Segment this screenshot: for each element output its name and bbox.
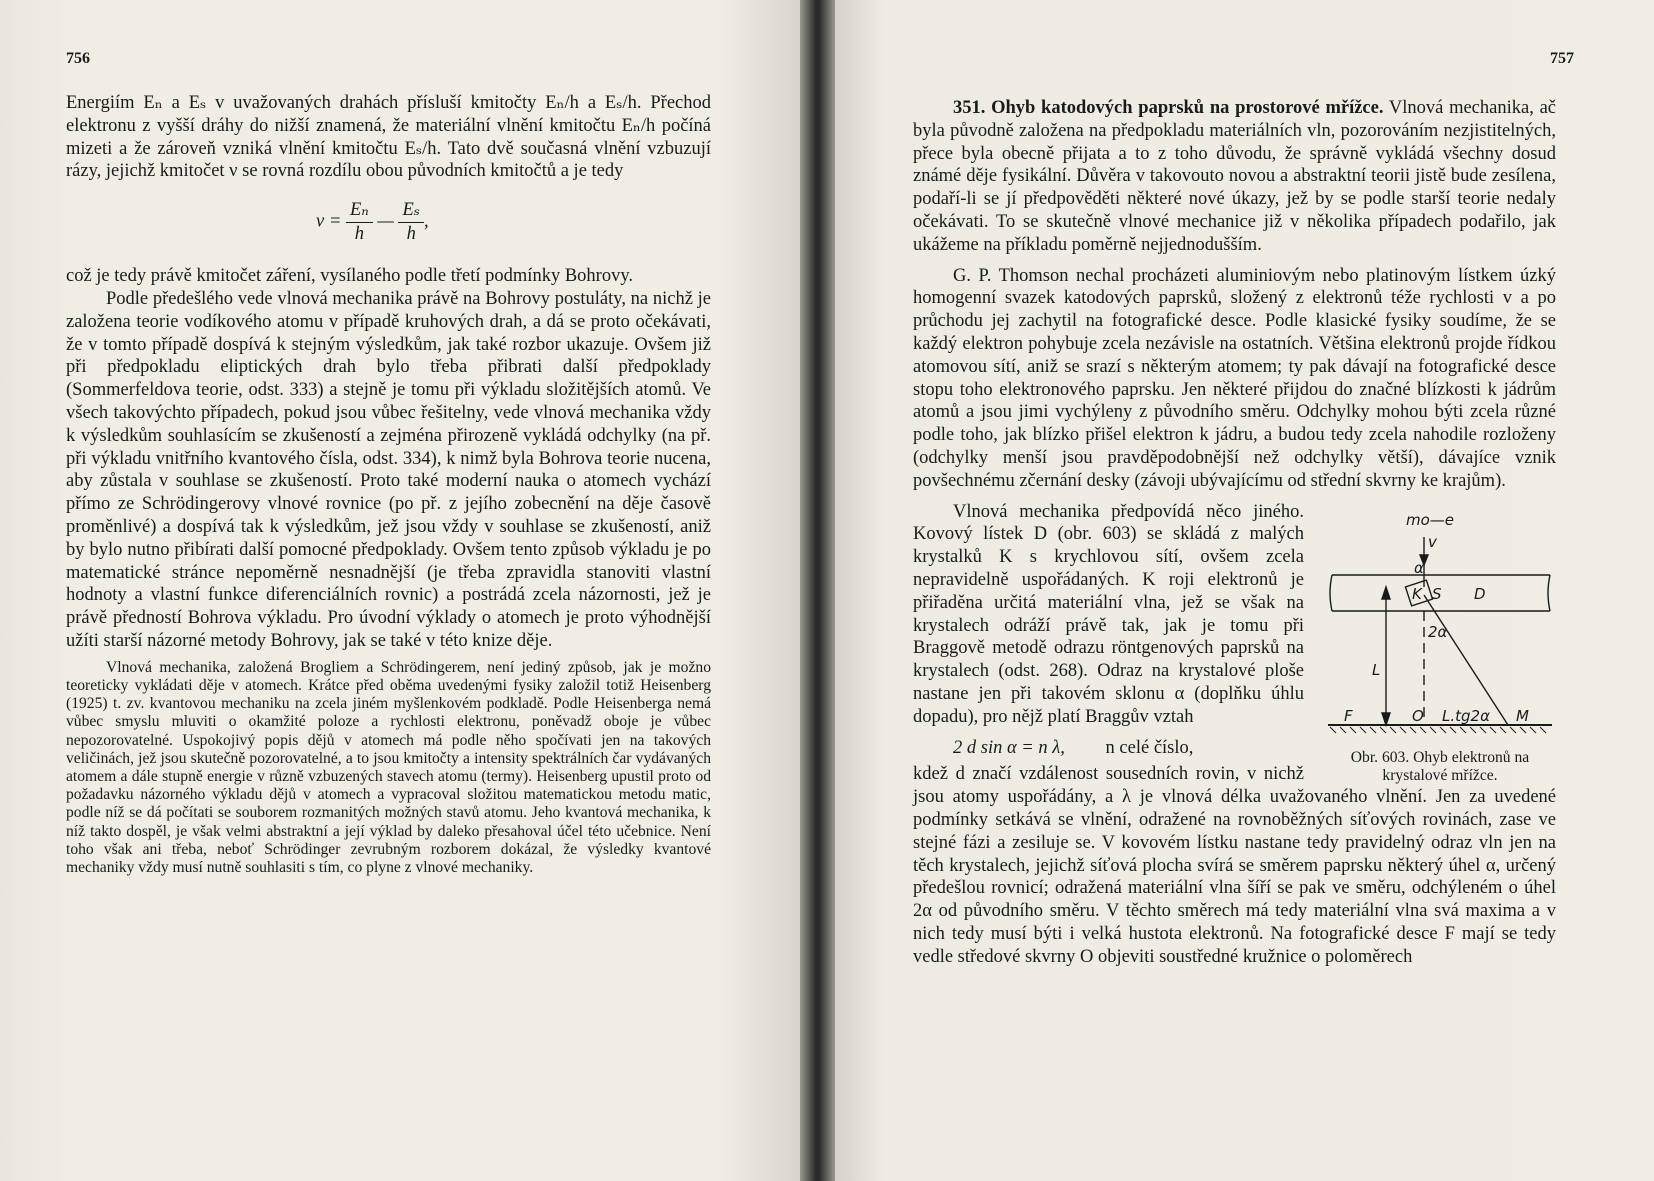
paragraph-bohr-condition: což je tedy právě kmitočet záření, vysílaného podle třetí podmínky Bohrovy. <box>66 266 633 287</box>
figure-603 <box>1324 507 1556 785</box>
L-arrow-up <box>1382 587 1390 599</box>
L-arrow-down <box>1382 713 1390 725</box>
label-S: S <box>1432 584 1442 603</box>
formula-frac2-num: Eₛ <box>398 199 424 223</box>
label-F: F <box>1344 706 1353 725</box>
formula-frac1-num: Eₙ <box>346 199 373 223</box>
deflected-beam <box>1424 595 1508 725</box>
diffraction-diagram <box>1324 507 1556 747</box>
label-O: O <box>1412 706 1424 725</box>
label-D: D <box>1474 584 1486 603</box>
foil-right-edge <box>1548 575 1550 611</box>
bragg-equation-formula: 2 d sin α = n λ, <box>953 737 1065 758</box>
page-number-left: 756 <box>66 50 90 67</box>
formula-frac1-den: h <box>354 223 364 244</box>
paragraph-interference: kdež d značí vzdálenost sousedních rovin, v nichž jsou atomy uspořádány, a λ je vlnová délka uvažovaného vlnění. Jen za uvedené podmínky setkává se vlnění, odražené na rovnoběžných síťových rovinách, zase ve stejné fázi a zesiluje se. V kovovém lístku nastane tedy pravidelný odraz vln jen na těch krystalech, jejichž síťová plocha svírá se směrem paprsku některý úhel α, určený předešlou rovnicí; odražená materiální vlna šíří se pak ve směru, odchýleném o úhel 2α od původního směru. V těchto směrech má tedy materiální vlna svá maxima a v nich tedy musí býti i velká hustota elektronů. Na fotografické desce F mají se tedy vedle středové skvrny O objeviti soustředné kružnice o poloměrech <box>913 764 1556 967</box>
section-title: 351. Ohyb katodových paprsků na prostorové mřížce. <box>953 98 1384 118</box>
paragraph-wave-mechanics: Podle předešlého vede vlnová mechanika právě na Bohrovy postuláty, na nichž je založena teorie vodíkového atomu v případě kruhových drah, a dá se proto očekávati, že v tomto případě dospívá k stejným výsledkům, jak také rozbor ukazuje. Ovšem již při předpokladu eliptických drah bylo třeba přibrati další předpoklady (Sommerfeldova teorie, odst. 333) a stejně je tomu při výkladu složitějších atomů. Ve všech takovýchto případech, pokud jsou vůbec řešitelny, vede vlnová mechanika vždy k výsledkům souhlasícím se zkušeností a zejména přirozeně vykládá odchylky (na př. při výkladu vnitřního kvantového čísla, odst. 334), k nimž byla Bohrova teorie nucena, aby zůstala v souhlase se zkušeností. Proto také moderní nauka o atomech vychází přímo ze Schrödingerovy vlnové rovnice (po př. z jejího zobecnění na děje časově proměnlivé) a dospívá tak k výsledkům, jež jsou vždy v souhlase se zkušeností, aniž by bylo nutno přibírati další pomocné předpoklady. Ovšem tento způsob výkladu je po matematické stránce nepoměrně nesnadnější (je třeba zpravidla stanoviti vlastní hodnoty a vlastní funkce diferenciálních rovnic) a postrádá zcela názornosti, jež je právě předností Bohrova výkladu. Pro úvodní výklady o atomech je proto výhodnější užíti starší názorné metody Bohrovy, jak se také v této knize děje. <box>66 288 711 651</box>
label-L: L <box>1372 660 1381 679</box>
formula-lhs: ν = <box>316 211 342 232</box>
label-Ltg2alpha: L.tg2α <box>1442 706 1490 725</box>
label-2alpha: 2α <box>1428 622 1448 641</box>
page-number-right: 757 <box>1550 50 1574 67</box>
label-beam: mo—e <box>1406 510 1455 529</box>
figure-wrap <box>913 501 1556 969</box>
right-page <box>835 0 1654 1181</box>
label-v: v <box>1428 532 1437 551</box>
left-page <box>0 0 800 1181</box>
formula-fraction-2 <box>398 199 424 246</box>
section-351 <box>913 97 1556 257</box>
right-page-text <box>913 97 1556 968</box>
paragraph-thomson: G. P. Thomson nechal procházeti aluminiovým nebo platinovým lístkem úzký homogenní svazek katodových paprsků, složený z elektronů téže rychlosti v a po průchodu jej zachytil na fotografické desce. Podle klasické fysiky soudíme, že se každý elektron pohybuje zcela nezávisle na ostatních. Většina elektronů projde řídkou atomovou sítí, aniž se srazí s některým atomem; ty pak dávají na fotografické desce stopu toho elektronového paprsku. Jen některé přijdou do značné blízkosti k jádrům atomů a jsou jimi vychýleny z původního směru. Odchylky mohou býti zcela různé podle toho, jak blízko přišel elektron k jádru, a budou tedy zcela nahodile rozloženy (odchylky menší jsou pravděpodobnější než odchylky větší), dávajíce vznik povšechnému zčernání desky (závoji ubývajícímu od střední skvrny ke krajům). <box>913 265 1556 491</box>
paragraph-wave-prediction: Vlnová mechanika předpovídá něco jiného. Kovový lístek D (obr. 603) se skládá z malých krystalků K s krychlovou sítí, ovšem zcela nepravidelně uspořádaných. K roji elektronů je přiřaděna určitá materiální vlna, jež se však na krystalech odráží právě tak, jak je tomu při Braggově metodě odrazu röntgenových paprsků na krystalech (odst. 268). Odraz na krystalové ploše nastane jen při takovém sklonu α (doplňku úhlu dopadu), pro nějž platí Braggův vztah <box>913 501 1304 727</box>
formula-frac2-den: h <box>406 223 416 244</box>
label-alpha: α <box>1414 558 1424 577</box>
formula-minus: — <box>377 211 394 232</box>
book-gutter <box>800 0 835 1181</box>
label-M: M <box>1516 706 1529 725</box>
paragraph-energies: Energiím Eₙ a Eₛ v uvažovaných drahách přísluší kmitočty Eₙ/h a Eₛ/h. Přechod elektronu z vyšší dráhy do nižší znamená, že materiální vlnění kmitočtu Eₙ/h počíná mizeti a že zároveň vzniká vlnění kmitočtu Eₛ/h. Tato dvě současná vlnění vzbuzují rázy, jejichž kmitočet ν se rovná rozdílu obou původních kmitočtů a je tedy <box>66 93 711 182</box>
paragraph-heisenberg-note: Vlnová mechanika, založená Brogliem a Schrödingerem, není jediný způsob, jak je možno teoreticky vykládati děje v atomech. Krátce před oběma uvedenými fysiky založil totiž Heisenberg (1925) t. zv. kvantovou mechaniku na zcela jiném myšlenkovém podkladě. Podle Heisenberga nemá vůbec smyslu mluviti o okamžité poloze a rychlosti elektronu, poněvadž oboje je vůbec nepozorovatelné. Uspokojivý popis dějů v atomech má podle něho spočívati jen na takových veličinách, jež jsou skutečně pozorovatelné, a to jsou kmitočty a intensity spektrálních čar vydávaných atomem a dále stupně energie v různě vzbuzených stavech atomu (termy). Heisenberg upustil proto od požadavku názorného výkladu dějů v atomech a vypracoval složitou matematickou metodu matic, podle níž se dá počítati se souborem rozmanitých možných stavů atomu. Jeho kvantová mechanika, k níž takto dospěl, je však velmi abstraktní a její výklad by daleko přesahoval účel této učebnice. Není toho však ani třeba, neboť Schrödinger zevrubným rozborem dokázal, že výsledky kvantové mechaniky vždy musí nutně souhlasiti s tím, co plyne z vlnové mechaniky. <box>66 658 711 876</box>
formula-tail: , <box>424 211 429 232</box>
foil-left-edge <box>1330 575 1332 611</box>
figure-caption: Obr. 603. Ohyb elektronů na krystalové mřížce. <box>1350 748 1530 784</box>
left-page-text <box>66 92 711 877</box>
section-intro: Vlnová mechanika, ač byla původně založena na předpokladu materiálních vln, pozorováním nezjistitelných, přece byla obecně přijata a to z toho důvodu, že správně vykládá všechny dosud známé děje fysikální. Důvěra v takovouto novou a abstraktní teorii jistě bude zesílena, podaří-li se jí předpověděti některé nové úkazy, jež by se podle starší teorie nedaly očekávati. To se skutečně vlnové mechanice již v několika případech podařilo, jak ukážeme na příkladu poměrně nejjednodušším. <box>913 98 1556 255</box>
label-K: K <box>1412 584 1422 603</box>
bragg-equation-n: n celé číslo, <box>1105 737 1194 758</box>
frequency-formula <box>66 189 711 261</box>
formula-fraction-1 <box>346 199 373 246</box>
